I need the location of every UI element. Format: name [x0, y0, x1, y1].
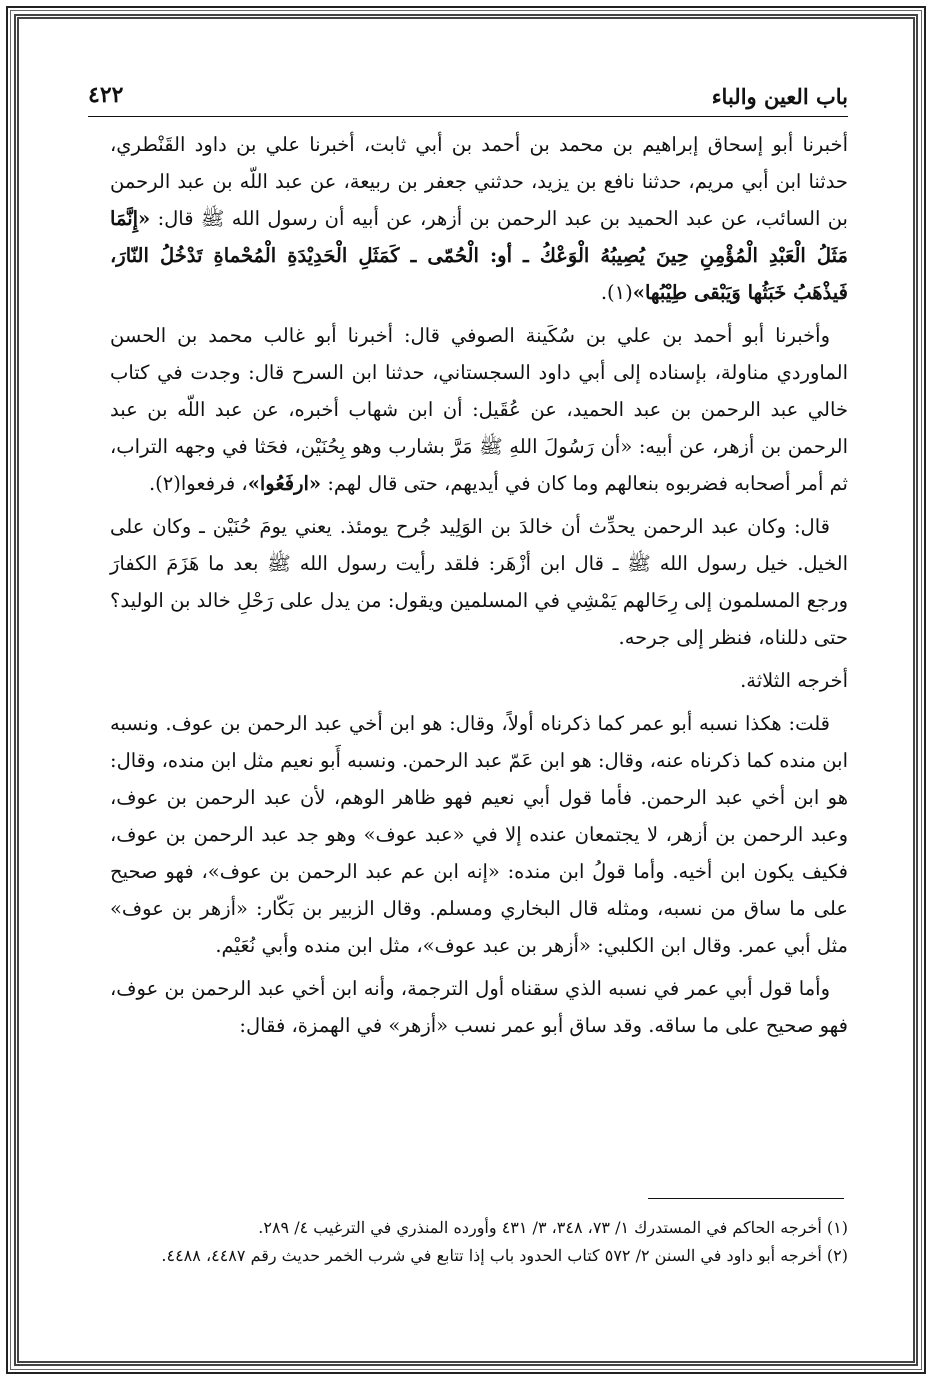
page-number: ٤٢٢	[88, 82, 124, 108]
paragraph-2-isnad: وأخبرنا أبو أحمد بن علي بن سُكَينة الصوفي قال: أخبرنا أبو غالب محمد بن الحسن الماوردي مناولة، بإسناده إلى أبي داود السجستاني، حدثنا ابن السرح قال: وجدت في كتاب خالي عبد الرحمن بن عبد الحميد، عن عُقَيل: أن ابن شهاب أخبره، عن عبد اللّه بن عبد الرحمن بن أزهر، عن أبيه: «أن رَسُولَ اللهِ ﷺ مَرَّ بشارب وهو بِحُنَيْن، فحَثا في وجهه التراب، ثم أمر أصحابه فضربوه بنعالهم وما كان في أيديهم، حتى قال لهم:	[110, 324, 848, 495]
paragraph-3: قال: وكان عبد الرحمن يحدِّث أن خالدَ بن الوَلِيد جُرح يومئذ. يعني يومَ حُنَيْن ـ وكان على الخيل. خيل رسول الله ﷺ ـ قال ابن أزْهَر: فلقد رأيت رسول الله ﷺ بعد ما هَزَمَ الكفارَ ورجع المسلمون إلى رِحَالهم يَمْشِي في المسلمين ويقول: من يدل على رَحْلِ خالد بن الوليد؟ حتى دللناه، فنظر إلى جرحه.	[110, 515, 848, 649]
footnotes	[110, 1214, 848, 1270]
paragraph-6: وأما قول أبي عمر في نسبه الذي سقناه أول الترجمة، وأنه ابن أخي عبد الرحمن بن عوف، فهو صحيح على ما ساقه. وقد ساق أبو عمر نسب «أزهر» في الهمزة، فقال:	[110, 977, 848, 1037]
footnote-separator	[648, 1198, 844, 1199]
hadith-text-2: «ارفَعُوا»	[247, 472, 322, 495]
chapter-title: باب العين والباء	[711, 84, 848, 109]
hadith-text-1: «إِنَّمَا مَثَلُ الْعَبْدِ الْمُؤْمِنِ حِينَ يُصِيبُهُ الْوَعْكُ ـ أو: الْحُمّى ـ كَمَثَلِ الْحَدِيْدَةِ الْمُحْماةِ تَدْخُلُ النّارَ، فَيذْهَبُ خَبَثُها وَيَبْقى طِيْبُها»	[110, 207, 848, 304]
footnote-ref-2: (٢).	[148, 472, 181, 495]
footnote-2: (٢) أخرجه أبو داود في السنن ٢/ ٥٧٢ كتاب الحدود باب إذا تتابع في شرب الخمر حديث رقم ٤٤٨٧، ٤٤٨٨.	[161, 1246, 848, 1265]
paragraph-2-end: ، فرفعوا	[180, 472, 248, 495]
running-header	[88, 76, 848, 117]
paragraph-1	[110, 126, 848, 311]
paragraph-2	[110, 317, 848, 502]
paragraph-1-isnad: أخبرنا أبو إسحاق إبراهيم بن محمد بن أحمد بن أبي ثابت، أخبرنا علي بن داود القَنْطري، حدثنا ابن أبي مريم، حدثنا نافع بن يزيد، حدثني جعفر بن ربيعة، عن عبد اللّه بن عبد الرحمن بن السائب، عن عبد الحميد بن عبد الرحمن بن أزهر، عن أبيه أن رسول الله ﷺ قال:	[110, 133, 848, 230]
paragraph-5: قلت: هكذا نسبه أبو عمر كما ذكرناه أولاً، وقال: هو ابن أخي عبد الرحمن بن عوف. ونسبه ابن منده كما ذكرناه عنه، وقال: هو ابن عَمّ عبد الرحمن. ونسبه أَبو نعيم مثل ابن منده، وقال: هو ابن أخي عبد الرحمن. فأما قول أبي نعيم فهو ظاهر الوهم، لأن عبد الرحمن بن عوف، وعبد الرحمن بن أزهر، لا يجتمعان عنده إلا في «عبد عوف» وهو جد عبد الرحمن بن عوف، فكيف يكون ابن أخيه. وأما قولُ ابن منده: «إنه ابن عم عبد الرحمن بن عوف»، فهو صحيح على ما ساق من نسبه، ومثله قال البخاري ومسلم. وقال الزبير بن بَكّار: «أزهر بن عوف» مثل أبي عمر. وقال ابن الكلبي: «أزهر بن عبد عوف»، مثل ابن منده وأبي نُعَيْم.	[110, 712, 848, 957]
paragraph-4: أخرجه الثلاثة.	[740, 669, 848, 692]
footnote-ref-1: (١).	[600, 281, 633, 304]
footnote-1: (١) أخرجه الحاكم في المستدرك ١/ ٧٣، ٣٤٨، ٣/ ٤٣١ وأورده المنذري في الترغيب ٤/ ٢٨٩.	[258, 1218, 848, 1237]
main-text	[110, 126, 848, 1050]
